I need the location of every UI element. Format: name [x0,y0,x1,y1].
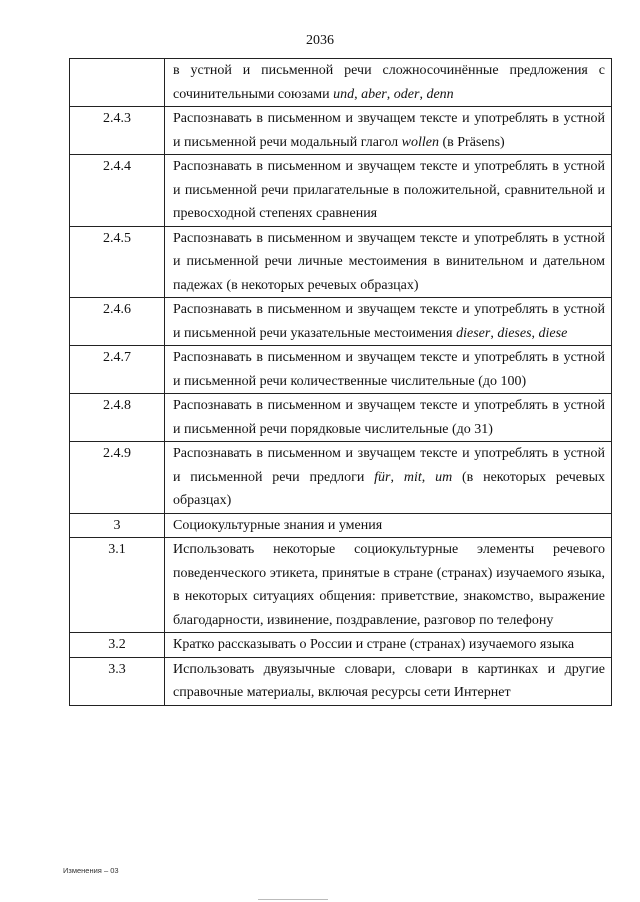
table-row [70,107,612,155]
table-row [70,538,612,633]
text-fragment: Распознавать в письменном и звучащем тексте и употреблять в устной и письменной речи модальный глагол [173,111,605,150]
item-number-cell: 2.4.7 [70,346,165,394]
text-fragment: , [531,325,539,341]
table-row [70,226,612,298]
text-fragment: (в Präsens) [438,134,505,150]
italic-term: oder [393,86,420,102]
text-fragment: , [390,469,404,485]
italic-term: dieses [497,325,532,341]
table-row [70,442,612,514]
table-row [70,633,612,658]
italic-term: wollen [401,134,439,150]
page-number: 2036 [306,33,334,48]
text-fragment: (в некоторых речевых образцах) [173,469,606,508]
item-description-cell [165,538,612,633]
item-description-cell [165,226,612,298]
text-fragment: Распознавать в письменном и звучащем тексте и употреблять в устной и письменной речи предлоги [173,446,605,485]
text-fragment: Распознавать в письменном и звучащем тексте и употреблять в устной и письменной речи количественные числительные (до 100) [173,350,605,389]
table-row [70,298,612,346]
italic-term: mit [403,469,422,485]
item-description-cell [165,633,612,658]
text-fragment: , [386,86,394,102]
text-fragment: Использовать некоторые социокультурные элементы речевого поведенческого этикета, принятые в стране (странах) изучаемого языка, в некоторых ситуациях общения: приветствие, знакомство, выражение благодарности, извинение, поздравление, разговор по телефону [173,542,605,628]
scan-edge-mark [258,899,328,900]
item-number-cell: 3.1 [70,538,165,633]
table-row [70,657,612,705]
item-description-cell [165,513,612,538]
item-description-cell [165,298,612,346]
text-fragment: Социокультурные знания и умения [173,517,383,533]
text-fragment: Использовать двуязычные словари, словари в картинках и другие справочные материалы, включая ресурсы сети Интернет [173,661,605,700]
italic-term: und [333,86,355,102]
text-fragment: Кратко рассказывать о России и стране (странах) изучаемого языка [173,637,575,652]
item-description-cell [165,442,612,514]
item-number-cell [70,59,165,107]
text-fragment: , [421,469,436,485]
italic-term: dieser [456,325,491,341]
italic-term: diese [538,325,568,341]
table-row [70,394,612,442]
text-fragment: , [419,86,427,102]
text-fragment: Распознавать в письменном и звучащем тексте и употреблять в устной и письменной речи личные местоимения в винительном и дательном падежах (в некоторых речевых образцах) [173,230,605,293]
item-number-cell: 2.4.4 [70,155,165,227]
italic-term: aber [361,86,387,102]
text-fragment: , [490,325,498,341]
item-description-cell [165,107,612,155]
item-number-cell: 2.4.9 [70,442,165,514]
table-row [70,346,612,394]
text-fragment: , [354,86,362,102]
italic-term: für [374,469,391,485]
item-number-cell: 3 [70,513,165,538]
item-number-cell: 2.4.5 [70,226,165,298]
item-description-cell [165,155,612,227]
table-row [70,513,612,538]
text-fragment: в устной и письменной речи сложносочинённые предложения с сочинительными союзами [173,63,605,102]
italic-term: um [435,469,453,485]
requirements-table [69,58,612,706]
item-description-cell [165,394,612,442]
item-number-cell: 3.2 [70,633,165,658]
item-number-cell: 2.4.8 [70,394,165,442]
text-fragment: Распознавать в письменном и звучащем тексте и употреблять в устной и письменной речи указательные местоимения [173,302,605,341]
table-row [70,59,612,107]
item-description-cell [165,657,612,705]
item-number-cell: 2.4.6 [70,298,165,346]
item-number-cell: 2.4.3 [70,107,165,155]
table-row [70,155,612,227]
footer-revision-note: Изменения – 03 [63,866,119,875]
italic-term: denn [426,86,454,102]
item-number-cell: 3.3 [70,657,165,705]
text-fragment: Распознавать в письменном и звучащем тексте и употреблять в устной и письменной речи прилагательные в положительной, сравнительной и превосходной степенях сравнения [173,159,605,221]
item-description-cell [165,346,612,394]
requirements-table-body [70,59,612,706]
text-fragment: Распознавать в письменном и звучащем тексте и употреблять в устной и письменной речи порядковые числительные (до 31) [173,398,605,437]
item-description-cell [165,59,612,107]
